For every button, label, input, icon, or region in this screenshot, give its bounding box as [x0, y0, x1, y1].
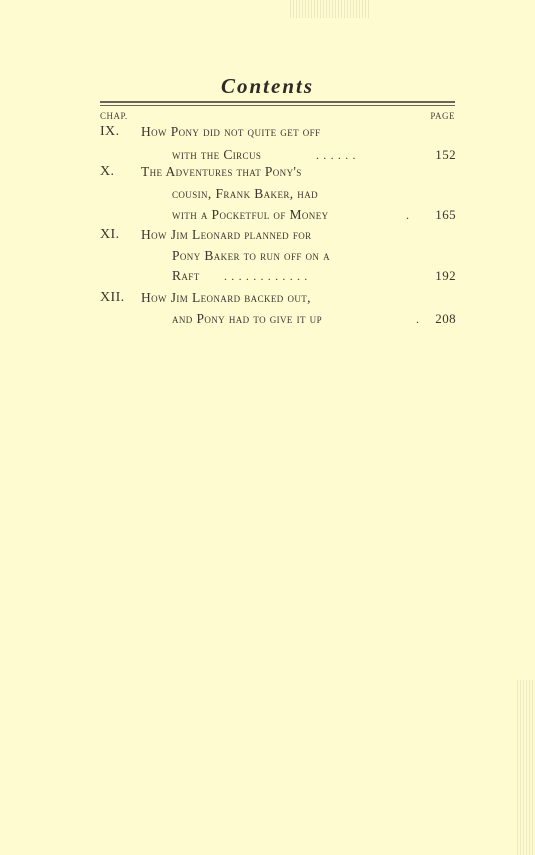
chapter-number: XII.	[100, 290, 125, 305]
chapter-number: XI.	[100, 227, 120, 242]
chapter-title-line: Pony Baker to run off on a	[172, 248, 331, 263]
chapter-title-line: How Jim Leonard backed out,	[141, 290, 311, 305]
title-rule-thick	[100, 101, 455, 103]
chapter-title-line: How Pony did not quite get off	[141, 124, 321, 139]
chap-column-header: CHAP.	[100, 111, 128, 121]
page-number: 192	[435, 268, 456, 283]
chapter-number: X.	[100, 164, 115, 179]
chapter-title-line: with the Circus	[172, 147, 262, 162]
chapter-title-line: and Pony had to give it up	[172, 311, 322, 326]
dot-leader: ............	[224, 269, 312, 283]
dot-leader: ......	[316, 148, 360, 162]
chapter-title-line: cousin, Frank Baker, had	[172, 186, 318, 201]
toc-line	[100, 205, 456, 225]
toc-line	[100, 266, 456, 286]
toc-line	[100, 246, 456, 266]
title-rule-thin	[100, 105, 455, 106]
toc-line	[100, 184, 456, 204]
toc-line	[100, 122, 456, 142]
paper-speckle-edge	[517, 680, 535, 855]
chapter-title-line: Raft	[172, 268, 200, 283]
page-column-header: PAGE	[430, 111, 455, 121]
contents-title: Contents	[220, 74, 315, 98]
chapter-number: IX.	[100, 124, 120, 139]
page-number: 208	[435, 311, 456, 326]
toc-line	[100, 225, 456, 245]
dot-leader: .	[416, 312, 424, 326]
toc-line	[100, 309, 456, 329]
chapter-title-line: with a Pocketful of Money	[172, 207, 329, 222]
page-number: 165	[435, 207, 456, 222]
chapter-title-line: The Adventures that Pony's	[141, 164, 302, 179]
chapter-title-line: How Jim Leonard planned for	[141, 227, 312, 242]
toc-line	[100, 162, 456, 182]
toc-line	[100, 288, 456, 308]
paper-speckle-top	[290, 0, 370, 18]
page-number: 152	[435, 147, 456, 162]
dot-leader: .	[406, 208, 414, 222]
